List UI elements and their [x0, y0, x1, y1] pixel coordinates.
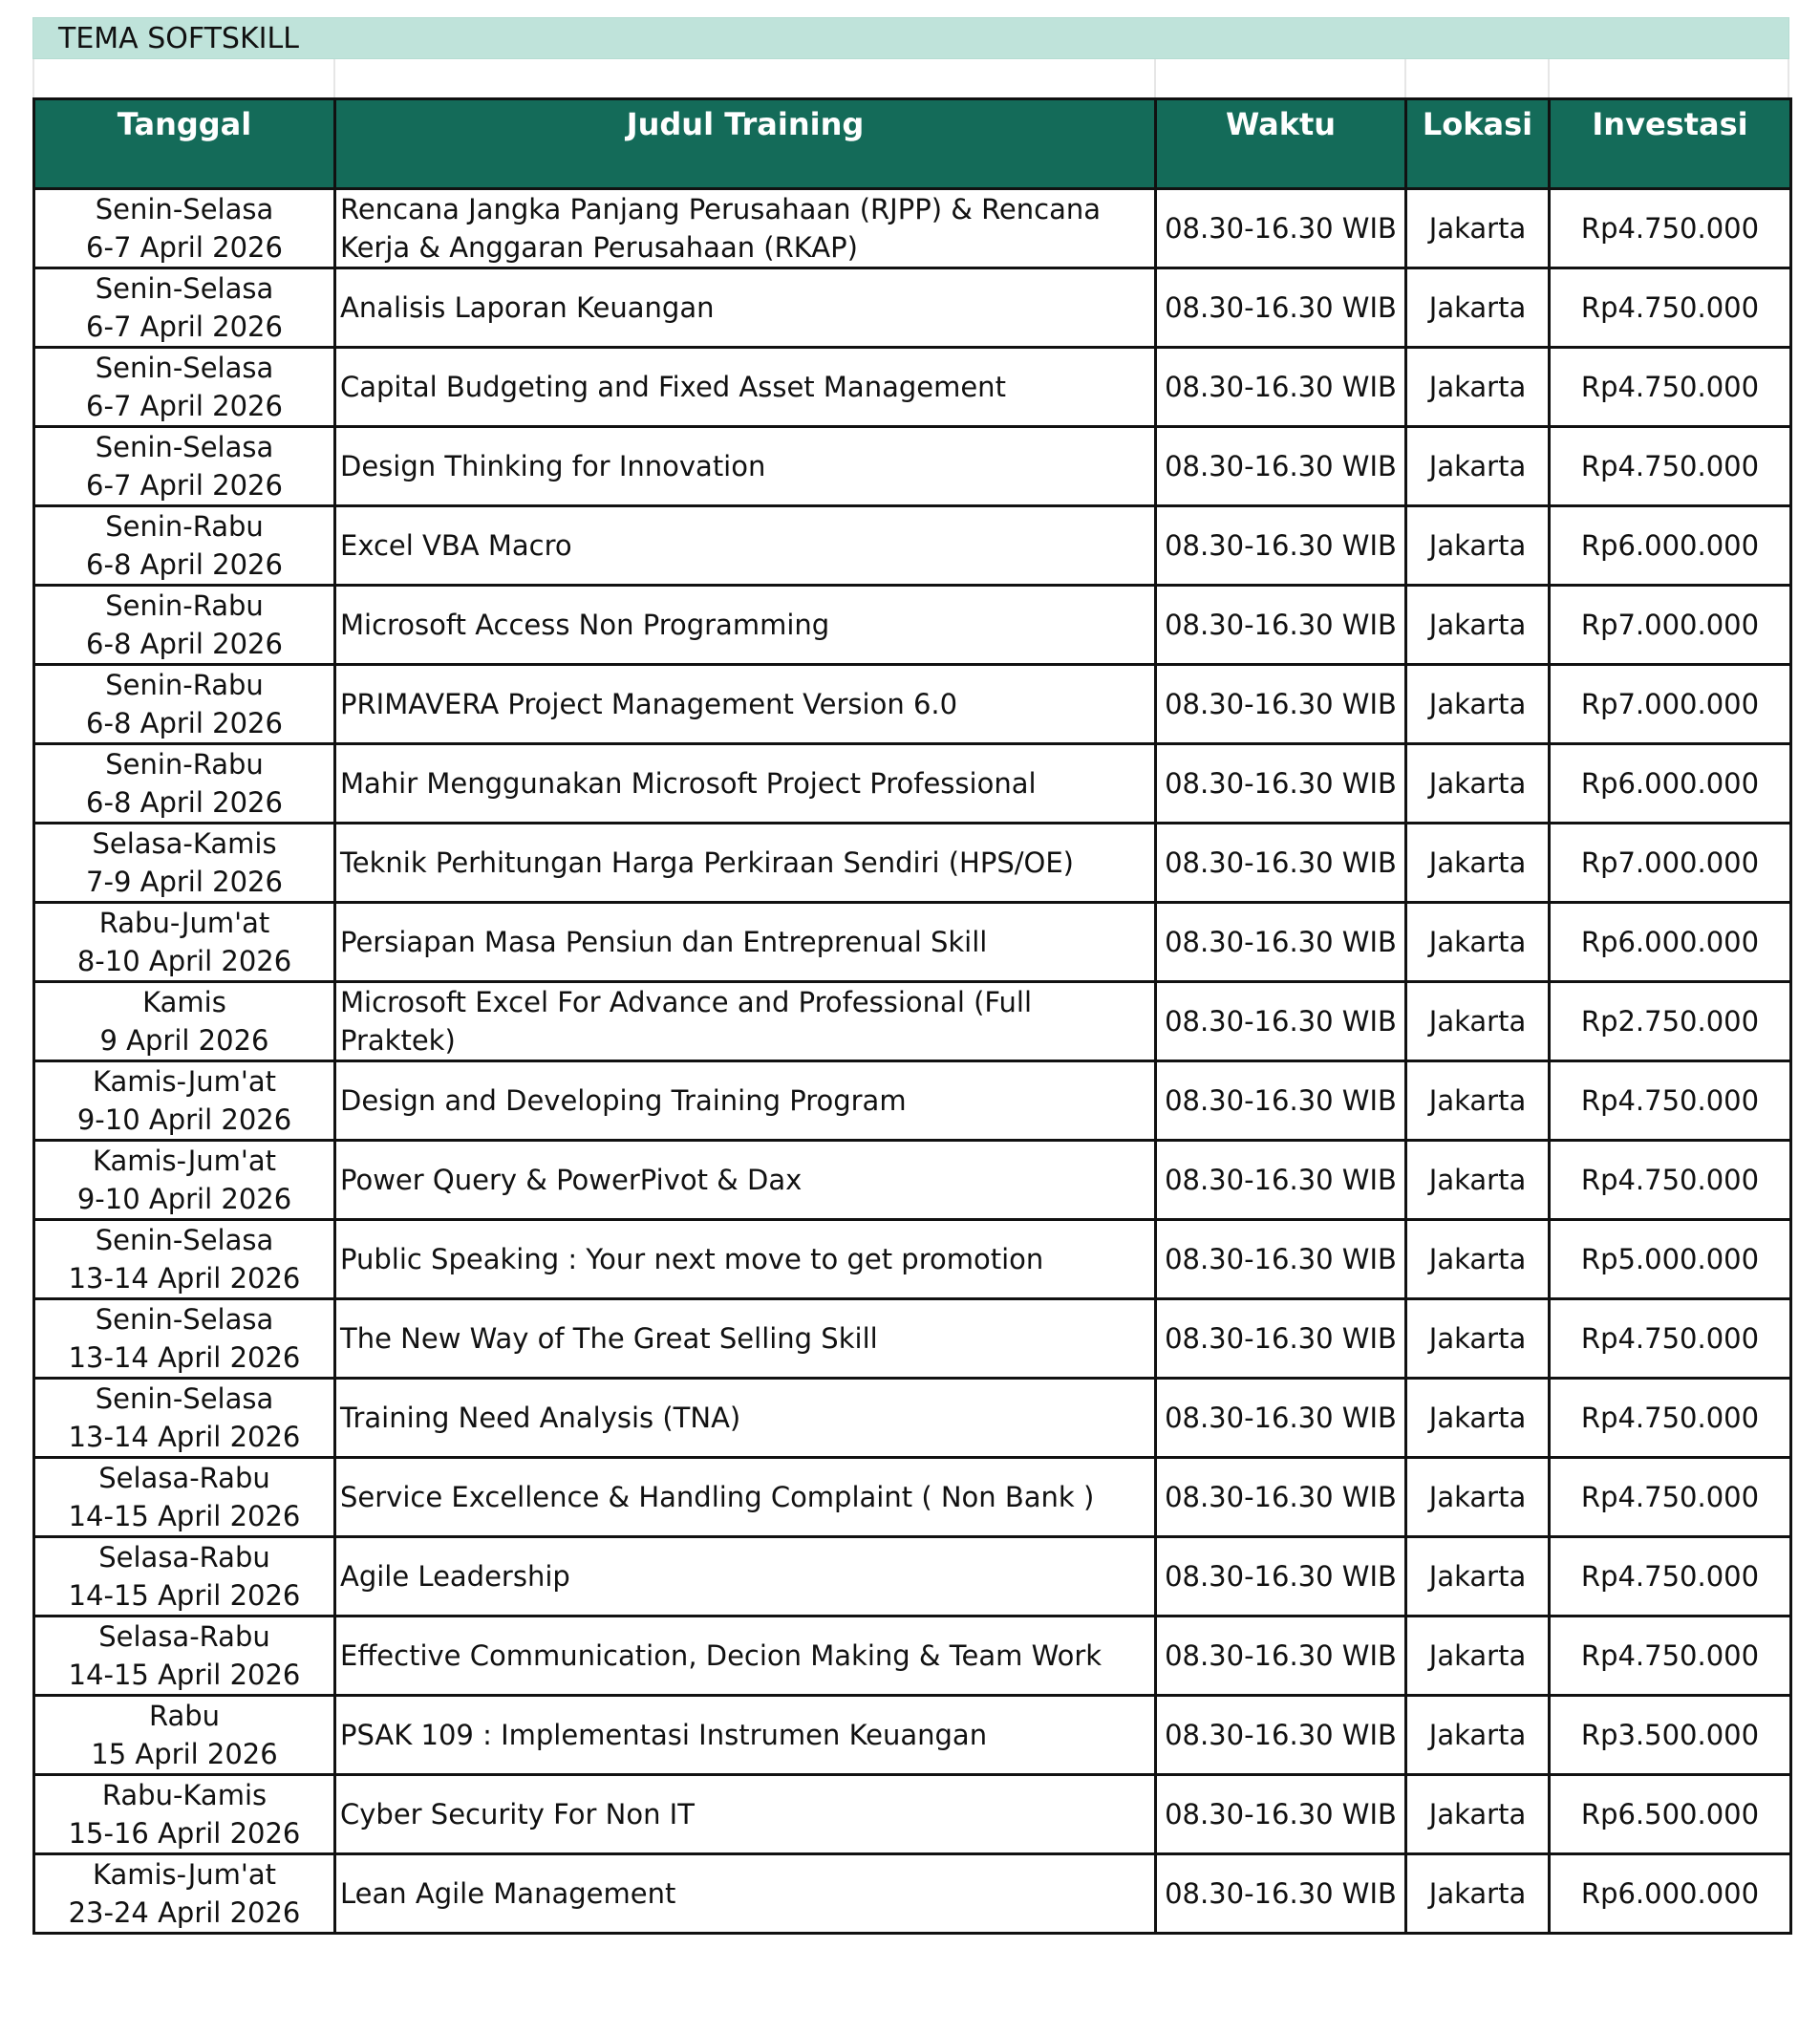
price-cell: Rp6.000.000	[1550, 1854, 1791, 1934]
date-range: 13-14 April 2026	[68, 1262, 301, 1295]
day-range: Selasa-Kamis	[92, 827, 277, 860]
price-cell: Rp4.750.000	[1550, 1061, 1791, 1141]
table-row	[34, 1220, 1791, 1299]
header-title: Judul Training	[335, 99, 1156, 189]
date-cell	[34, 1220, 335, 1299]
day-range: Senin-Rabu	[105, 589, 264, 622]
date-cell	[34, 903, 335, 982]
price-cell: Rp4.750.000	[1550, 348, 1791, 427]
price-cell: Rp7.000.000	[1550, 824, 1791, 903]
day-range: Rabu-Kamis	[101, 1779, 268, 1811]
date-cell	[34, 1141, 335, 1220]
training-schedule-table	[32, 97, 1792, 1935]
training-title: Teknik Perhitungan Harga Perkiraan Sendiri (HPS/OE)	[335, 824, 1156, 903]
time-cell: 08.30-16.30 WIB	[1156, 586, 1406, 665]
price-cell: Rp4.750.000	[1550, 427, 1791, 506]
time-cell: 08.30-16.30 WIB	[1156, 903, 1406, 982]
table-row	[34, 1537, 1791, 1616]
training-title: Microsoft Excel For Advance and Professional (Full Praktek)	[335, 982, 1156, 1061]
time-cell: 08.30-16.30 WIB	[1156, 1458, 1406, 1537]
price-cell: Rp4.750.000	[1550, 1299, 1791, 1379]
training-title: Service Excellence & Handling Complaint ( Non Bank )	[335, 1458, 1156, 1537]
date-range: 7-9 April 2026	[86, 866, 283, 898]
location-cell: Jakarta	[1406, 744, 1550, 824]
time-cell: 08.30-16.30 WIB	[1156, 665, 1406, 744]
day-range: Senin-Selasa	[95, 431, 274, 463]
location-cell: Jakarta	[1406, 903, 1550, 982]
time-cell: 08.30-16.30 WIB	[1156, 1141, 1406, 1220]
table-row	[34, 1616, 1791, 1696]
location-cell: Jakarta	[1406, 1696, 1550, 1775]
table-row	[34, 1458, 1791, 1537]
training-title: Analisis Laporan Keuangan	[335, 268, 1156, 348]
training-title: PRIMAVERA Project Management Version 6.0	[335, 665, 1156, 744]
table-row	[34, 348, 1791, 427]
table-row	[34, 268, 1791, 348]
training-title: Design and Developing Training Program	[335, 1061, 1156, 1141]
training-title: Effective Communication, Decion Making & Team Work	[335, 1616, 1156, 1696]
time-cell: 08.30-16.30 WIB	[1156, 982, 1406, 1061]
table-row	[34, 1775, 1791, 1854]
date-range: 6-7 April 2026	[86, 390, 283, 422]
price-cell: Rp6.000.000	[1550, 506, 1791, 586]
price-cell: Rp6.500.000	[1550, 1775, 1791, 1854]
date-range: 23-24 April 2026	[68, 1896, 301, 1929]
date-cell	[34, 1379, 335, 1458]
day-range: Senin-Rabu	[105, 510, 264, 543]
date-cell	[34, 1299, 335, 1379]
training-title: Training Need Analysis (TNA)	[335, 1379, 1156, 1458]
time-cell: 08.30-16.30 WIB	[1156, 1537, 1406, 1616]
date-cell	[34, 1061, 335, 1141]
date-range: 6-8 April 2026	[86, 628, 283, 660]
training-title: Design Thinking for Innovation	[335, 427, 1156, 506]
location-cell: Jakarta	[1406, 824, 1550, 903]
date-cell	[34, 1616, 335, 1696]
date-cell	[34, 1458, 335, 1537]
table-row	[34, 982, 1791, 1061]
location-cell: Jakarta	[1406, 586, 1550, 665]
time-cell: 08.30-16.30 WIB	[1156, 824, 1406, 903]
table-row	[34, 1696, 1791, 1775]
location-cell: Jakarta	[1406, 1299, 1550, 1379]
price-cell: Rp6.000.000	[1550, 903, 1791, 982]
date-range: 6-8 April 2026	[86, 786, 283, 819]
day-range: Senin-Selasa	[95, 193, 274, 225]
date-cell	[34, 665, 335, 744]
date-cell	[34, 824, 335, 903]
header-time: Waktu	[1156, 99, 1406, 189]
table-row	[34, 506, 1791, 586]
day-range: Rabu	[148, 1700, 221, 1732]
training-title: Power Query & PowerPivot & Dax	[335, 1141, 1156, 1220]
date-cell	[34, 348, 335, 427]
date-range: 8-10 April 2026	[76, 945, 292, 977]
table-row	[34, 1061, 1791, 1141]
date-range: 13-14 April 2026	[68, 1341, 301, 1374]
day-range: Senin-Selasa	[95, 1382, 274, 1415]
location-cell: Jakarta	[1406, 1458, 1550, 1537]
date-range: 13-14 April 2026	[68, 1421, 301, 1453]
day-range: Senin-Rabu	[105, 669, 264, 701]
time-cell: 08.30-16.30 WIB	[1156, 506, 1406, 586]
date-range: 6-8 April 2026	[86, 548, 283, 581]
day-range: Selasa-Rabu	[98, 1620, 270, 1653]
location-cell: Jakarta	[1406, 1220, 1550, 1299]
location-cell: Jakarta	[1406, 348, 1550, 427]
price-cell: Rp6.000.000	[1550, 744, 1791, 824]
training-title: Cyber Security For Non IT	[335, 1775, 1156, 1854]
table-row	[34, 1854, 1791, 1934]
table-row	[34, 903, 1791, 982]
training-title: Excel VBA Macro	[335, 506, 1156, 586]
date-cell	[34, 982, 335, 1061]
day-range: Senin-Selasa	[95, 352, 274, 384]
location-cell: Jakarta	[1406, 189, 1550, 268]
location-cell: Jakarta	[1406, 982, 1550, 1061]
section-title-text: TEMA SOFTSKILL	[58, 21, 299, 55]
training-title: Mahir Menggunakan Microsoft Project Professional	[335, 744, 1156, 824]
location-cell: Jakarta	[1406, 506, 1550, 586]
training-title: PSAK 109 : Implementasi Instrumen Keuangan	[335, 1696, 1156, 1775]
location-cell: Jakarta	[1406, 1616, 1550, 1696]
time-cell: 08.30-16.30 WIB	[1156, 189, 1406, 268]
location-cell: Jakarta	[1406, 1141, 1550, 1220]
time-cell: 08.30-16.30 WIB	[1156, 744, 1406, 824]
date-cell	[34, 1775, 335, 1854]
training-title: Agile Leadership	[335, 1537, 1156, 1616]
training-title: Public Speaking : Your next move to get promotion	[335, 1220, 1156, 1299]
date-range: 14-15 April 2026	[68, 1579, 301, 1612]
table-row	[34, 665, 1791, 744]
day-range: Kamis-Jum'at	[92, 1145, 277, 1177]
time-cell: 08.30-16.30 WIB	[1156, 268, 1406, 348]
date-cell	[34, 268, 335, 348]
day-range: Kamis-Jum'at	[92, 1065, 277, 1098]
blank-row	[32, 59, 1789, 97]
header-price: Investasi	[1550, 99, 1791, 189]
table-row	[34, 586, 1791, 665]
price-cell: Rp3.500.000	[1550, 1696, 1791, 1775]
table-body	[34, 189, 1791, 1934]
table-row	[34, 427, 1791, 506]
price-cell: Rp4.750.000	[1550, 1379, 1791, 1458]
training-title: Rencana Jangka Panjang Perusahaan (RJPP) & Rencana Kerja & Anggaran Perusahaan (RKAP)	[335, 189, 1156, 268]
date-cell	[34, 427, 335, 506]
date-range: 6-7 April 2026	[86, 469, 283, 502]
date-cell	[34, 1537, 335, 1616]
location-cell: Jakarta	[1406, 1061, 1550, 1141]
location-cell: Jakarta	[1406, 1854, 1550, 1934]
price-cell: Rp4.750.000	[1550, 189, 1791, 268]
price-cell: Rp7.000.000	[1550, 586, 1791, 665]
table-row	[34, 1379, 1791, 1458]
date-cell	[34, 586, 335, 665]
time-cell: 08.30-16.30 WIB	[1156, 1854, 1406, 1934]
section-title	[32, 17, 1789, 59]
header-date: Tanggal	[34, 99, 335, 189]
table-row	[34, 189, 1791, 268]
location-cell: Jakarta	[1406, 268, 1550, 348]
time-cell: 08.30-16.30 WIB	[1156, 1299, 1406, 1379]
day-range: Senin-Selasa	[95, 1224, 274, 1256]
price-cell: Rp4.750.000	[1550, 1537, 1791, 1616]
day-range: Senin-Rabu	[105, 748, 264, 781]
price-cell: Rp7.000.000	[1550, 665, 1791, 744]
day-range: Senin-Selasa	[95, 272, 274, 305]
time-cell: 08.30-16.30 WIB	[1156, 1616, 1406, 1696]
price-cell: Rp4.750.000	[1550, 1141, 1791, 1220]
date-range: 6-7 April 2026	[86, 231, 283, 264]
location-cell: Jakarta	[1406, 427, 1550, 506]
table-row	[34, 824, 1791, 903]
date-cell	[34, 1696, 335, 1775]
training-title: Microsoft Access Non Programming	[335, 586, 1156, 665]
location-cell: Jakarta	[1406, 1537, 1550, 1616]
day-range: Kamis	[142, 986, 226, 1018]
header-location: Lokasi	[1406, 99, 1550, 189]
date-range: 9-10 April 2026	[76, 1183, 292, 1215]
time-cell: 08.30-16.30 WIB	[1156, 427, 1406, 506]
price-cell: Rp2.750.000	[1550, 982, 1791, 1061]
date-range: 6-7 April 2026	[86, 310, 283, 343]
price-cell: Rp4.750.000	[1550, 1458, 1791, 1537]
time-cell: 08.30-16.30 WIB	[1156, 1220, 1406, 1299]
date-range: 15 April 2026	[91, 1738, 278, 1770]
location-cell: Jakarta	[1406, 1775, 1550, 1854]
time-cell: 08.30-16.30 WIB	[1156, 1775, 1406, 1854]
location-cell: Jakarta	[1406, 1379, 1550, 1458]
training-title: Persiapan Masa Pensiun dan Entreprenual Skill	[335, 903, 1156, 982]
date-range: 14-15 April 2026	[68, 1659, 301, 1691]
day-range: Selasa-Rabu	[98, 1541, 270, 1574]
time-cell: 08.30-16.30 WIB	[1156, 1379, 1406, 1458]
date-cell	[34, 506, 335, 586]
date-range: 9 April 2026	[99, 1024, 269, 1057]
table-row	[34, 1299, 1791, 1379]
training-title: Capital Budgeting and Fixed Asset Management	[335, 348, 1156, 427]
time-cell: 08.30-16.30 WIB	[1156, 348, 1406, 427]
time-cell: 08.30-16.30 WIB	[1156, 1696, 1406, 1775]
location-cell: Jakarta	[1406, 665, 1550, 744]
time-cell: 08.30-16.30 WIB	[1156, 1061, 1406, 1141]
price-cell: Rp4.750.000	[1550, 1616, 1791, 1696]
training-title: The New Way of The Great Selling Skill	[335, 1299, 1156, 1379]
price-cell: Rp5.000.000	[1550, 1220, 1791, 1299]
schedule-page	[32, 17, 1789, 1935]
table-row	[34, 744, 1791, 824]
date-cell	[34, 744, 335, 824]
date-cell	[34, 1854, 335, 1934]
date-range: 14-15 April 2026	[68, 1500, 301, 1532]
day-range: Kamis-Jum'at	[92, 1858, 277, 1891]
training-title: Lean Agile Management	[335, 1854, 1156, 1934]
date-cell	[34, 189, 335, 268]
date-range: 9-10 April 2026	[76, 1103, 292, 1136]
date-range: 15-16 April 2026	[68, 1817, 301, 1850]
date-range: 6-8 April 2026	[86, 707, 283, 739]
table-header-row	[34, 99, 1791, 189]
price-cell: Rp4.750.000	[1550, 268, 1791, 348]
day-range: Senin-Selasa	[95, 1303, 274, 1336]
day-range: Rabu-Jum'at	[98, 907, 270, 939]
day-range: Selasa-Rabu	[98, 1462, 270, 1494]
table-row	[34, 1141, 1791, 1220]
